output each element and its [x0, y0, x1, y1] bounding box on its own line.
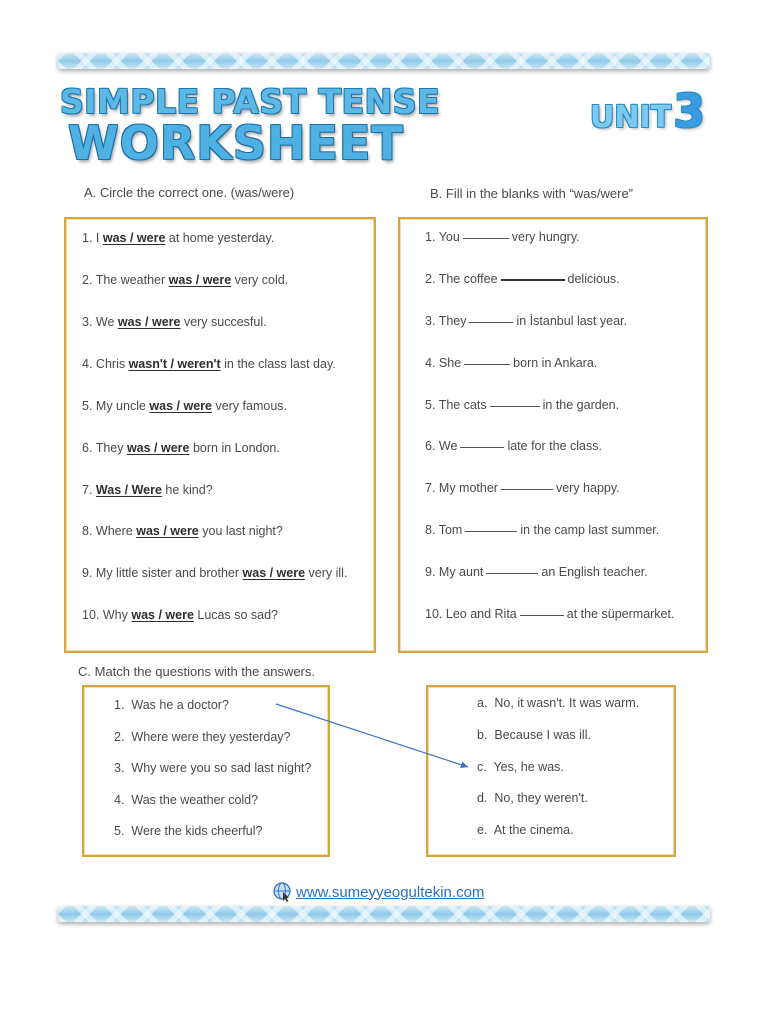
section-b-item-3: 3. They in İstanbul last year. [425, 314, 627, 328]
section-a-item-9: 9. My little sister and brother was / were very ill. [82, 566, 348, 580]
section-b-item-7: 7. My mother very happy. [425, 481, 620, 495]
section-a-item-2: 2. The weather was / were very cold. [82, 273, 289, 287]
answer-d: d. No, they weren't. [477, 791, 588, 805]
website-link[interactable]: www.sumeyyeogultekin.com [296, 883, 485, 901]
unit-number: 3 [673, 84, 706, 138]
section-b-item-1: 1. You very hungry. [425, 230, 580, 244]
section-a-item-7: 7. Was / Were he kind? [82, 483, 213, 497]
choice-10: was / were [131, 608, 194, 622]
section-b-item-4: 4. She born in Ankara. [425, 356, 598, 370]
choice-2: was / were [168, 273, 232, 287]
choice-9: was / were [242, 566, 306, 580]
answer-e: e. At the cinema. [477, 823, 574, 837]
section-a-item-6: 6. They was / were born in London. [82, 441, 280, 455]
section-a-item-4: 4. Chris wasn't / weren't in the class last day. [82, 357, 336, 371]
choice-7: Was / Were [95, 483, 162, 497]
choice-4: wasn't / weren't [128, 357, 221, 371]
choice-8: was / were [136, 524, 199, 538]
section-b-item-10: 10. Leo and Rita at the süpermarket. [425, 607, 675, 621]
section-a-item-10: 10. Why was / were Lucas so sad? [82, 608, 278, 622]
question-4: 4. Was the weather cold? [114, 793, 259, 807]
footer [272, 882, 484, 902]
match-arrow [276, 704, 468, 767]
globe-cursor-icon [272, 882, 292, 902]
answer-b: b. Because I was ill. [477, 728, 591, 742]
unit-word: UNIT [590, 100, 672, 135]
section-a-item-8: 8. Where was / were you last night? [82, 524, 283, 538]
question-3: 3. Why were you so sad last night? [114, 761, 312, 775]
section-b-item-8: 8. Tom in the camp last summer. [425, 523, 660, 537]
choice-3: was / were [117, 315, 181, 329]
section-b-item-2: 2. The coffee delicious. [425, 272, 620, 286]
section-b-item-5: 5. The cats in the garden. [425, 398, 620, 412]
section-c-heading: C. Match the questions with the answers. [78, 664, 316, 679]
section-a-heading: A. Circle the correct one. (was/were) [84, 185, 295, 200]
section-b-item-9: 9. My aunt an English teacher. [425, 565, 648, 579]
choice-1: was / were [102, 231, 166, 245]
section-a-item-1: 1. I was / were at home yesterday. [82, 231, 275, 245]
question-1: 1. Was he a doctor? [114, 698, 229, 712]
section-a-item-3: 3. We was / were very succesful. [82, 315, 267, 329]
choice-5: was / were [149, 399, 212, 413]
section-b-heading: B. Fill in the blanks with “was/were” [430, 186, 634, 201]
question-5: 5. Were the kids cheerful? [114, 824, 263, 838]
section-a-item-5: 5. My uncle was / were very famous. [82, 399, 287, 413]
choice-6: was / were [126, 441, 190, 455]
answer-a: a. No, it wasn't. It was warm. [477, 696, 640, 710]
worksheet-title-line1: SIMPLE PAST TENSE [60, 82, 441, 121]
question-2: 2. Where were they yesterday? [114, 730, 291, 744]
answer-c: c. Yes, he was. [477, 760, 564, 774]
section-b-item-6: 6. We late for the class. [425, 439, 602, 453]
decorative-bottom-band [58, 906, 710, 922]
worksheet-title-line2: WORKSHEET [68, 116, 404, 170]
